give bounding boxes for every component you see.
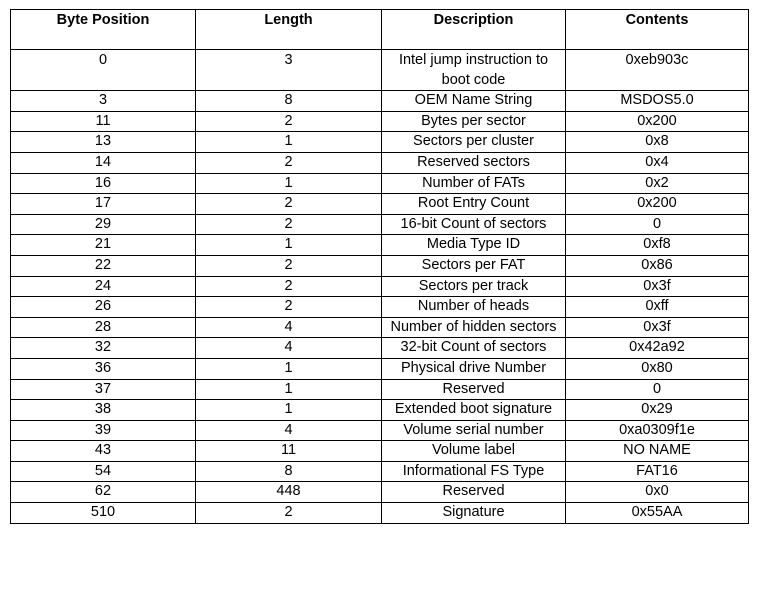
cell-byte-position: 0 — [11, 50, 196, 91]
cell-length: 2 — [196, 276, 382, 297]
table-row — [11, 132, 749, 153]
table-row — [11, 503, 749, 524]
table-header — [11, 10, 749, 50]
cell-description: 32-bit Count of sectors — [382, 338, 566, 359]
cell-length: 2 — [196, 152, 382, 173]
cell-description: OEM Name String — [382, 91, 566, 112]
cell-contents: 0x55AA — [566, 503, 749, 524]
header-row — [11, 10, 749, 50]
cell-byte-position: 54 — [11, 461, 196, 482]
cell-description: Reserved — [382, 482, 566, 503]
cell-length: 1 — [196, 132, 382, 153]
cell-description: Reserved — [382, 379, 566, 400]
table-row — [11, 297, 749, 318]
cell-contents: 0x4 — [566, 152, 749, 173]
cell-length: 2 — [196, 111, 382, 132]
table-row — [11, 50, 749, 91]
cell-byte-position: 26 — [11, 297, 196, 318]
cell-byte-position: 3 — [11, 91, 196, 112]
header-byte-position: Byte Position — [11, 10, 196, 50]
cell-byte-position: 32 — [11, 338, 196, 359]
cell-byte-position: 62 — [11, 482, 196, 503]
cell-length: 448 — [196, 482, 382, 503]
cell-contents: 0x200 — [566, 194, 749, 215]
cell-contents: FAT16 — [566, 461, 749, 482]
cell-byte-position: 37 — [11, 379, 196, 400]
table-row — [11, 214, 749, 235]
header-length: Length — [196, 10, 382, 50]
cell-length: 2 — [196, 214, 382, 235]
table-row — [11, 235, 749, 256]
cell-description: Number of heads — [382, 297, 566, 318]
table-row — [11, 91, 749, 112]
cell-byte-position: 24 — [11, 276, 196, 297]
cell-description: Intel jump instruction to boot code — [382, 50, 566, 91]
cell-byte-position: 14 — [11, 152, 196, 173]
table-row — [11, 194, 749, 215]
cell-contents: 0x80 — [566, 358, 749, 379]
table-row — [11, 461, 749, 482]
cell-length: 1 — [196, 379, 382, 400]
cell-description: Informational FS Type — [382, 461, 566, 482]
table-row — [11, 173, 749, 194]
cell-contents: 0 — [566, 379, 749, 400]
cell-length: 3 — [196, 50, 382, 91]
cell-contents: 0x8 — [566, 132, 749, 153]
table-row — [11, 441, 749, 462]
table-row — [11, 152, 749, 173]
cell-length: 1 — [196, 400, 382, 421]
cell-byte-position: 29 — [11, 214, 196, 235]
cell-length: 4 — [196, 338, 382, 359]
cell-byte-position: 16 — [11, 173, 196, 194]
cell-length: 1 — [196, 358, 382, 379]
cell-length: 4 — [196, 317, 382, 338]
table-row — [11, 276, 749, 297]
cell-description: Volume serial number — [382, 420, 566, 441]
table-row — [11, 420, 749, 441]
table-row — [11, 482, 749, 503]
cell-contents: 0x0 — [566, 482, 749, 503]
cell-contents: MSDOS5.0 — [566, 91, 749, 112]
cell-description: Reserved sectors — [382, 152, 566, 173]
cell-description: Number of FATs — [382, 173, 566, 194]
table-body — [11, 50, 749, 524]
cell-contents: 0x86 — [566, 255, 749, 276]
cell-contents: 0x200 — [566, 111, 749, 132]
cell-contents: 0x42a92 — [566, 338, 749, 359]
boot-sector-table — [10, 9, 749, 524]
cell-description: Volume label — [382, 441, 566, 462]
cell-length: 1 — [196, 235, 382, 256]
cell-length: 2 — [196, 297, 382, 318]
header-description: Description — [382, 10, 566, 50]
cell-description: Media Type ID — [382, 235, 566, 256]
cell-description: Extended boot signature — [382, 400, 566, 421]
cell-length: 8 — [196, 461, 382, 482]
cell-contents: 0xff — [566, 297, 749, 318]
cell-byte-position: 39 — [11, 420, 196, 441]
table-row — [11, 358, 749, 379]
cell-contents: 0xf8 — [566, 235, 749, 256]
cell-contents: NO NAME — [566, 441, 749, 462]
cell-description: Sectors per track — [382, 276, 566, 297]
cell-length: 2 — [196, 194, 382, 215]
cell-description: Root Entry Count — [382, 194, 566, 215]
cell-byte-position: 36 — [11, 358, 196, 379]
cell-contents: 0xeb903c — [566, 50, 749, 91]
cell-byte-position: 13 — [11, 132, 196, 153]
cell-description: Sectors per FAT — [382, 255, 566, 276]
cell-contents: 0x2 — [566, 173, 749, 194]
table-row — [11, 400, 749, 421]
table-row — [11, 379, 749, 400]
cell-length: 2 — [196, 503, 382, 524]
cell-contents: 0xa0309f1e — [566, 420, 749, 441]
cell-contents: 0x3f — [566, 317, 749, 338]
cell-byte-position: 11 — [11, 111, 196, 132]
cell-length: 11 — [196, 441, 382, 462]
table-row — [11, 255, 749, 276]
header-contents: Contents — [566, 10, 749, 50]
cell-description: Number of hidden sectors — [382, 317, 566, 338]
cell-byte-position: 21 — [11, 235, 196, 256]
cell-byte-position: 43 — [11, 441, 196, 462]
cell-description: Bytes per sector — [382, 111, 566, 132]
cell-length: 8 — [196, 91, 382, 112]
cell-description: Physical drive Number — [382, 358, 566, 379]
cell-byte-position: 510 — [11, 503, 196, 524]
table-row — [11, 317, 749, 338]
table-row — [11, 338, 749, 359]
cell-length: 1 — [196, 173, 382, 194]
cell-description: Signature — [382, 503, 566, 524]
cell-byte-position: 38 — [11, 400, 196, 421]
cell-byte-position: 17 — [11, 194, 196, 215]
cell-contents: 0x3f — [566, 276, 749, 297]
cell-description: 16-bit Count of sectors — [382, 214, 566, 235]
cell-contents: 0 — [566, 214, 749, 235]
cell-description: Sectors per cluster — [382, 132, 566, 153]
cell-contents: 0x29 — [566, 400, 749, 421]
cell-length: 4 — [196, 420, 382, 441]
cell-byte-position: 28 — [11, 317, 196, 338]
cell-byte-position: 22 — [11, 255, 196, 276]
cell-length: 2 — [196, 255, 382, 276]
table-row — [11, 111, 749, 132]
